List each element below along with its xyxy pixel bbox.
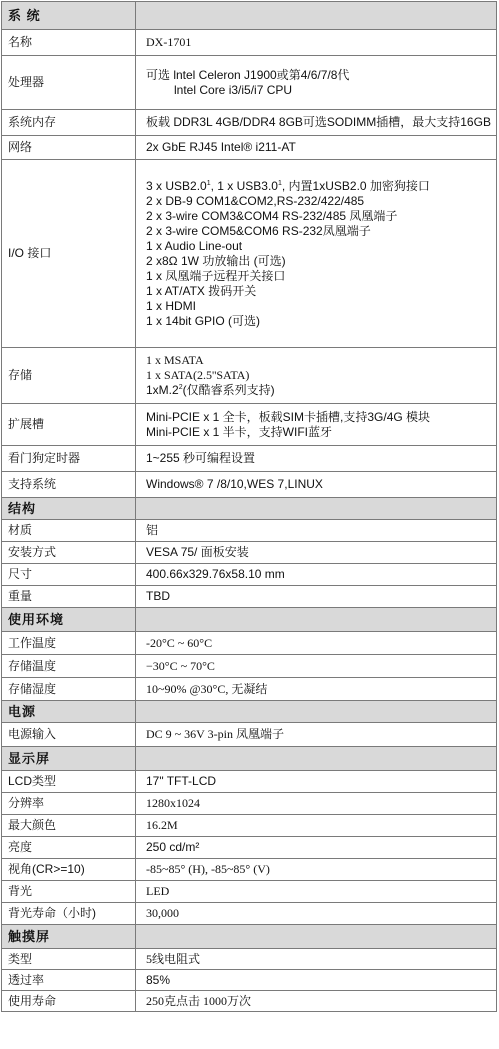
spec-value <box>136 991 497 1012</box>
spec-label: 系统内存 <box>2 110 136 136</box>
spec-label: 分辨率 <box>2 793 136 815</box>
spec-value-line-text: 1 x MSATA <box>146 353 204 367</box>
spec-label: 名称 <box>2 30 136 56</box>
section-header <box>2 608 497 632</box>
spec-value <box>136 859 497 881</box>
spec-label: 扩展槽 <box>2 404 136 446</box>
spec-row <box>2 771 497 793</box>
spec-value <box>136 348 497 404</box>
spec-row <box>2 56 497 110</box>
spec-value <box>136 881 497 903</box>
spec-value <box>136 837 497 859</box>
spec-row <box>2 542 497 564</box>
spec-row <box>2 472 497 498</box>
spec-row <box>2 881 497 903</box>
spec-value <box>136 903 497 925</box>
spec-label: 处理器 <box>2 56 136 110</box>
spec-value-text: 10~90% @30°C, 无凝结 <box>146 681 268 696</box>
spec-value <box>136 678 497 701</box>
spec-value-text: 铝 <box>146 523 159 537</box>
spec-row <box>2 991 497 1012</box>
spec-value <box>136 771 497 793</box>
spec-row <box>2 136 497 160</box>
spec-value-line <box>146 269 490 284</box>
section-title: 结构 <box>2 498 136 520</box>
spec-value-text: -20°C ~ 60°C <box>146 635 213 650</box>
spec-value <box>136 446 497 472</box>
spec-label: 存储温度 <box>2 655 136 678</box>
spec-value-line-text: 3 x USB2.0 <box>146 178 207 193</box>
spec-value-line-text: 2 x DB-9 COM1&COM2,RS-232/422/485 <box>146 193 365 208</box>
spec-row <box>2 970 497 991</box>
spec-value-line-text: 可选 lntel Celeron J1900或第4/6/7/8代 <box>146 67 350 82</box>
spec-value-line <box>146 410 490 425</box>
spec-label: LCD类型 <box>2 771 136 793</box>
spec-value-line-text: 1 x 凤凰端子远程开关接口 <box>146 268 286 283</box>
spec-value <box>136 136 497 160</box>
spec-value-text: 1~255 秒可编程设置 <box>146 451 256 465</box>
spec-row <box>2 520 497 542</box>
spec-value <box>136 160 497 348</box>
section-title: 显示屏 <box>2 747 136 771</box>
spec-row <box>2 793 497 815</box>
spec-label: 类型 <box>2 949 136 970</box>
section-title: 电源 <box>2 701 136 723</box>
section-title: 系 统 <box>2 2 136 30</box>
spec-value <box>136 793 497 815</box>
spec-label: 材质 <box>2 520 136 542</box>
spec-value-text: 5线电阻式 <box>146 951 201 966</box>
footnote-marker: 1 <box>277 179 282 187</box>
spec-label: 亮度 <box>2 837 136 859</box>
spec-value-text: DC 9 ~ 36V 3-pin 凤凰端子 <box>146 727 284 741</box>
spec-value-line <box>146 68 490 83</box>
spec-value-line-text: (仅酷睿系列支持) <box>182 383 275 397</box>
spec-value-line <box>146 314 490 329</box>
spec-value-text: -85~85° (H), -85~85° (V) <box>146 862 270 876</box>
spec-value-text: LED <box>146 884 170 898</box>
spec-row <box>2 903 497 925</box>
spec-value-line <box>146 179 490 194</box>
spec-value <box>136 56 497 110</box>
spec-label: 重量 <box>2 586 136 608</box>
spec-value-line-text: 2 x8Ω 1W 功放输出 (可选) <box>146 253 286 268</box>
spec-value-line <box>146 299 490 314</box>
spec-value-line <box>146 368 490 383</box>
section-title: 使用环境 <box>2 608 136 632</box>
section-header <box>2 498 497 520</box>
spec-row <box>2 723 497 747</box>
spec-value-line-text: 1 x 14bit GPIO (可选) <box>146 313 261 328</box>
section-header <box>2 701 497 723</box>
spec-value-text: 1280x1024 <box>146 796 200 810</box>
spec-row <box>2 586 497 608</box>
spec-value-line <box>146 353 490 368</box>
spec-value <box>136 815 497 837</box>
spec-row <box>2 815 497 837</box>
spec-label: 网络 <box>2 136 136 160</box>
spec-value-text: 30,000 <box>146 906 179 920</box>
footnote-marker: 2 <box>178 384 183 391</box>
spec-value <box>136 30 497 56</box>
spec-value <box>136 586 497 608</box>
spec-value-line-text: , 内置1xUSB2.0 加密狗接口 <box>281 178 430 193</box>
spec-value-text: 板载 DDR3L 4GB/DDR4 8GB可选SODIMM插槽，最大支持16GB <box>146 115 491 129</box>
spec-value <box>136 110 497 136</box>
spec-value <box>136 542 497 564</box>
spec-row <box>2 404 497 446</box>
spec-value-line-text: 1 x AT/ATX 拨码开关 <box>146 283 257 298</box>
spec-value-text: TBD <box>146 589 170 603</box>
spec-value-text: 250克点击 1000万次 <box>146 993 252 1008</box>
spec-value-line <box>146 383 490 398</box>
spec-row <box>2 348 497 404</box>
spec-label: 看门狗定时器 <box>2 446 136 472</box>
section-header-blank <box>136 701 497 723</box>
spec-value-line-text: 2 x 3-wire COM3&COM4 RS-232/485 凤凰端子 <box>146 208 398 223</box>
spec-row <box>2 446 497 472</box>
spec-table <box>1 1 497 1012</box>
section-header-blank <box>136 608 497 632</box>
spec-value <box>136 723 497 747</box>
spec-label: 安装方式 <box>2 542 136 564</box>
spec-label: 存储 <box>2 348 136 404</box>
spec-row <box>2 160 497 348</box>
section-header <box>2 747 497 771</box>
spec-value <box>136 949 497 970</box>
spec-row <box>2 632 497 655</box>
spec-value-line-text: Mini-PCIE x 1 全卡，板载SIM卡插槽,支持3G/4G 模块 <box>146 409 431 424</box>
spec-label: I/O 接口 <box>2 160 136 348</box>
spec-value-line <box>146 284 490 299</box>
spec-value-text: 2x GbE RJ45 Intel® i211-AT <box>146 140 296 154</box>
section-header-blank <box>136 2 497 30</box>
spec-value <box>136 632 497 655</box>
spec-value <box>136 472 497 498</box>
spec-row <box>2 655 497 678</box>
spec-value <box>136 564 497 586</box>
spec-row <box>2 30 497 56</box>
spec-value-text: 250 cd/m² <box>146 840 200 854</box>
section-header-blank <box>136 498 497 520</box>
spec-value-text: −30°C ~ 70°C <box>146 658 215 673</box>
spec-value-line-text: 1xM.2 <box>146 383 179 397</box>
spec-value <box>136 970 497 991</box>
spec-label: 支持系统 <box>2 472 136 498</box>
spec-row <box>2 949 497 970</box>
spec-row <box>2 837 497 859</box>
spec-value-line <box>146 224 490 239</box>
spec-row <box>2 678 497 701</box>
spec-value-text: DX-1701 <box>146 35 192 49</box>
section-header-blank <box>136 925 497 949</box>
spec-value-line-text: 2 x 3-wire COM5&COM6 RS-232凤凰端子 <box>146 223 371 238</box>
spec-value-line <box>146 425 490 440</box>
spec-value-line-text: 1 x SATA(2.5''SATA) <box>146 368 250 382</box>
spec-table-body <box>2 2 497 1012</box>
spec-value-line <box>146 194 490 209</box>
spec-value-text: 16.2M <box>146 818 178 832</box>
spec-label: 使用寿命 <box>2 991 136 1012</box>
spec-label: 背光寿命（小时) <box>2 903 136 925</box>
spec-label: 背光 <box>2 881 136 903</box>
spec-value <box>136 655 497 678</box>
spec-label: 最大颜色 <box>2 815 136 837</box>
spec-label: 透过率 <box>2 970 136 991</box>
spec-value-text: VESA 75/ 面板安装 <box>146 545 249 559</box>
spec-value-text: 400.66x329.76x58.10 mm <box>146 567 285 581</box>
spec-value-line-text: 1 x HDMI <box>146 298 197 313</box>
section-title: 触摸屏 <box>2 925 136 949</box>
footnote-marker: 1 <box>206 179 211 187</box>
section-header <box>2 925 497 949</box>
spec-value-line <box>146 83 490 98</box>
spec-label: 电源输入 <box>2 723 136 747</box>
spec-row <box>2 110 497 136</box>
section-header-blank <box>136 747 497 771</box>
spec-label: 视角(CR>=10) <box>2 859 136 881</box>
spec-label: 存储湿度 <box>2 678 136 701</box>
section-header <box>2 2 497 30</box>
spec-value <box>136 404 497 446</box>
spec-value-line-text: Mini-PCIE x 1 半卡，支持WIFI蓝牙 <box>146 424 333 439</box>
spec-row <box>2 564 497 586</box>
spec-label: 工作温度 <box>2 632 136 655</box>
spec-value-text: Windows® 7 /8/10,WES 7,LINUX <box>146 477 323 491</box>
spec-row <box>2 859 497 881</box>
spec-label: 尺寸 <box>2 564 136 586</box>
spec-value-text: 17" TFT-LCD <box>146 774 217 788</box>
spec-value-line-text: lntel Core i3/i5/i7 CPU <box>174 82 293 97</box>
spec-value-line-text: , 1 x USB3.0 <box>210 178 278 193</box>
spec-value-line <box>146 254 490 269</box>
spec-value-line-text: 1 x Audio Line-out <box>146 238 243 253</box>
spec-value-text: 85% <box>146 972 171 987</box>
spec-value-line <box>146 239 490 254</box>
spec-value <box>136 520 497 542</box>
spec-value-line <box>146 209 490 224</box>
